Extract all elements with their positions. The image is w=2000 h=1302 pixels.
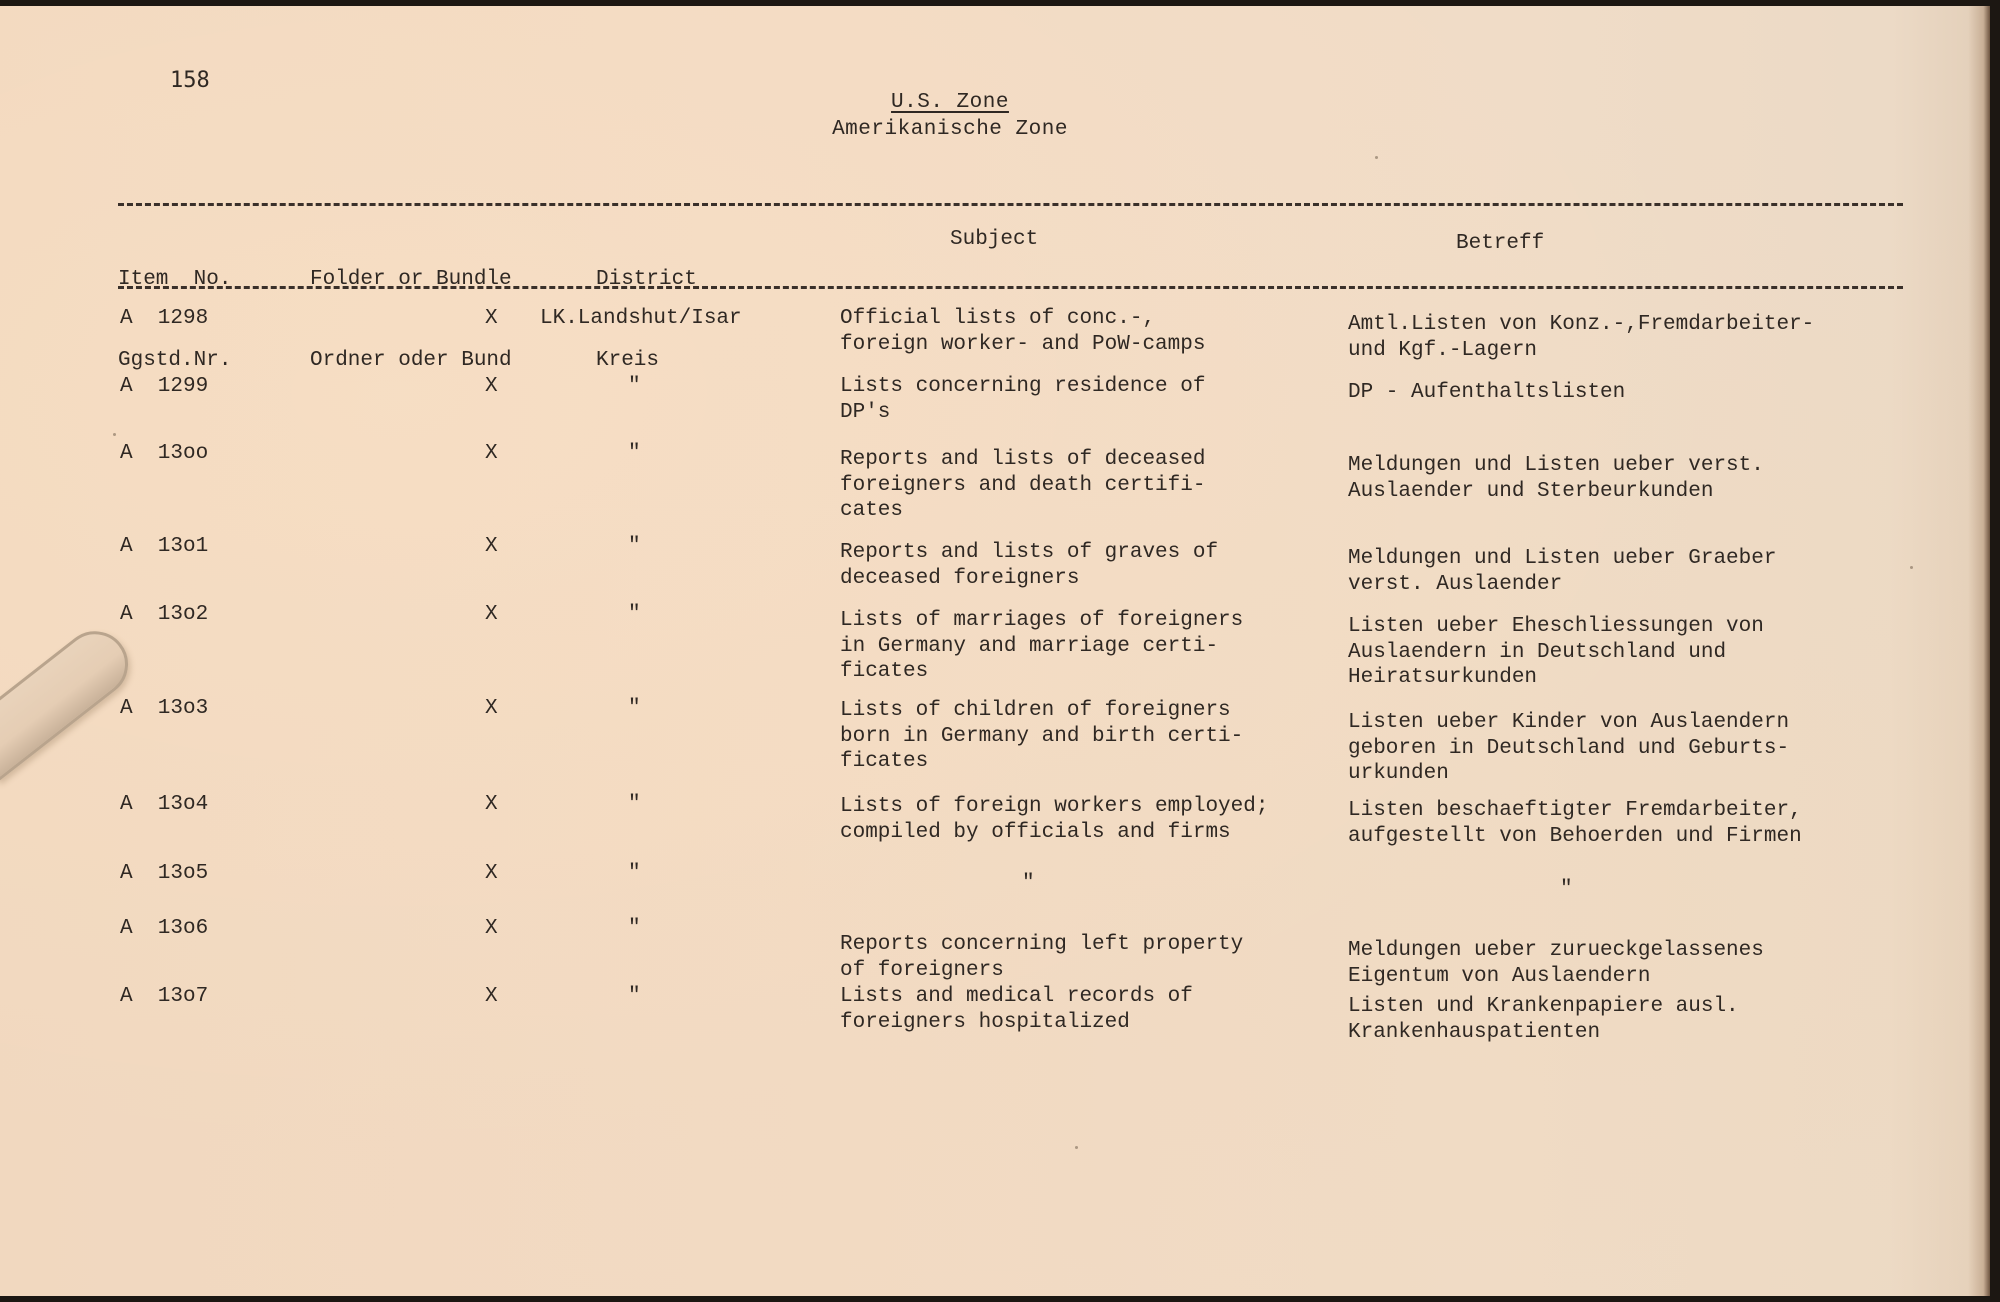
cell-folder-mark: X [485, 603, 498, 626]
cell-betreff: Listen beschaeftigter Fremdarbeiter, aufgestellt von Behoerden und Firmen [1348, 799, 1802, 848]
header-district-en: District [596, 268, 697, 291]
header-subject: Subject [950, 228, 1039, 251]
cell-district: LK.Landshut/Isar [540, 307, 742, 330]
cell-district: " [628, 862, 641, 885]
cell-item-no: A 13oo [120, 442, 209, 465]
cell-district: " [628, 375, 641, 398]
cell-subject: Official lists of conc.-, foreign worker- and PoW-camps [840, 307, 1206, 356]
cell-betreff: " [1560, 878, 1573, 901]
cell-item-no: A 13o6 [120, 917, 209, 940]
page-number: 158 [170, 68, 210, 93]
header-district-de: Kreis [596, 349, 660, 372]
cell-subject: Lists of marriages of foreigners in Germany and marriage certi- ficates [840, 609, 1244, 683]
header-folder-de: Ordner oder Bund [310, 349, 512, 372]
cell-betreff: Meldungen und Listen ueber Graeber verst. Auslaender [1348, 547, 1777, 596]
cell-item-no: A 13o3 [120, 697, 209, 720]
cell-betreff: Listen und Krankenpapiere ausl. Krankenhauspatienten [1348, 995, 1739, 1044]
cell-item-no: A 1299 [120, 375, 209, 398]
cell-folder-mark: X [485, 442, 498, 465]
zone-title-de: Amerikanische Zone [832, 118, 1068, 141]
cell-district: " [628, 917, 641, 940]
cell-district: " [628, 603, 641, 626]
cell-district: " [628, 442, 641, 465]
cell-folder-mark: X [485, 985, 498, 1008]
zone-title-en: U.S. Zone [891, 91, 1009, 114]
zone-heading [0, 91, 2000, 141]
header-rule-top [118, 203, 1903, 206]
paper-speck [1075, 1146, 1078, 1149]
cell-district: " [628, 535, 641, 558]
paper-speck [1910, 566, 1913, 569]
cell-folder-mark: X [485, 697, 498, 720]
cell-folder-mark: X [485, 307, 498, 330]
cell-folder-mark: X [485, 793, 498, 816]
cell-subject: Lists concerning residence of DP's [840, 375, 1206, 424]
cell-subject: Lists of foreign workers employed; compiled by officials and firms [840, 795, 1269, 844]
cell-item-no: A 13o5 [120, 862, 209, 885]
cell-item-no: A 13o2 [120, 603, 209, 626]
paper-speck [1375, 156, 1378, 159]
cell-district: " [628, 985, 641, 1008]
cell-item-no: A 1298 [120, 307, 209, 330]
cell-betreff: Meldungen und Listen ueber verst. Auslaender und Sterbeurkunden [1348, 454, 1764, 503]
cell-folder-mark: X [485, 375, 498, 398]
cell-betreff: Amtl.Listen von Konz.-,Fremdarbeiter- und Kgf.-Lagern [1348, 313, 1815, 362]
cell-subject: " [1022, 872, 1035, 895]
book-gutter-shadow [1968, 6, 1990, 1296]
header-folder [310, 212, 512, 428]
cell-subject: Reports and lists of deceased foreigners and death certifi- cates [840, 448, 1206, 522]
cell-subject: Reports concerning left property of foreigners [840, 933, 1244, 982]
cell-betreff: Meldungen ueber zurueckgelassenes Eigentum von Auslaendern [1348, 939, 1764, 988]
cell-item-no: A 13o7 [120, 985, 209, 1008]
header-folder-en: Folder or Bundle [310, 268, 512, 291]
cell-betreff: DP - Aufenthaltslisten [1348, 381, 1626, 404]
cell-subject: Reports and lists of graves of deceased foreigners [840, 541, 1219, 590]
cell-betreff: Listen ueber Eheschliessungen von Auslaendern in Deutschland und Heiratsurkunden [1348, 615, 1764, 689]
header-rule-bottom [118, 286, 1903, 289]
cell-folder-mark: X [485, 917, 498, 940]
cell-item-no: A 13o4 [120, 793, 209, 816]
cell-folder-mark: X [485, 535, 498, 558]
cell-subject: Lists of children of foreigners born in Germany and birth certi- ficates [840, 699, 1244, 773]
cell-item-no: A 13o1 [120, 535, 209, 558]
cell-district: " [628, 793, 641, 816]
header-item-en: Item No. [118, 268, 232, 291]
cell-subject: Lists and medical records of foreigners hospitalized [840, 985, 1193, 1034]
header-item-de: Ggstd.Nr. [118, 349, 232, 372]
cell-folder-mark: X [485, 862, 498, 885]
document-page [0, 6, 1990, 1296]
paper-speck [113, 433, 116, 436]
header-betreff: Betreff [1456, 232, 1545, 255]
cell-district: " [628, 697, 641, 720]
cell-betreff: Listen ueber Kinder von Auslaendern geboren in Deutschland und Geburts- urkunden [1348, 711, 1790, 785]
